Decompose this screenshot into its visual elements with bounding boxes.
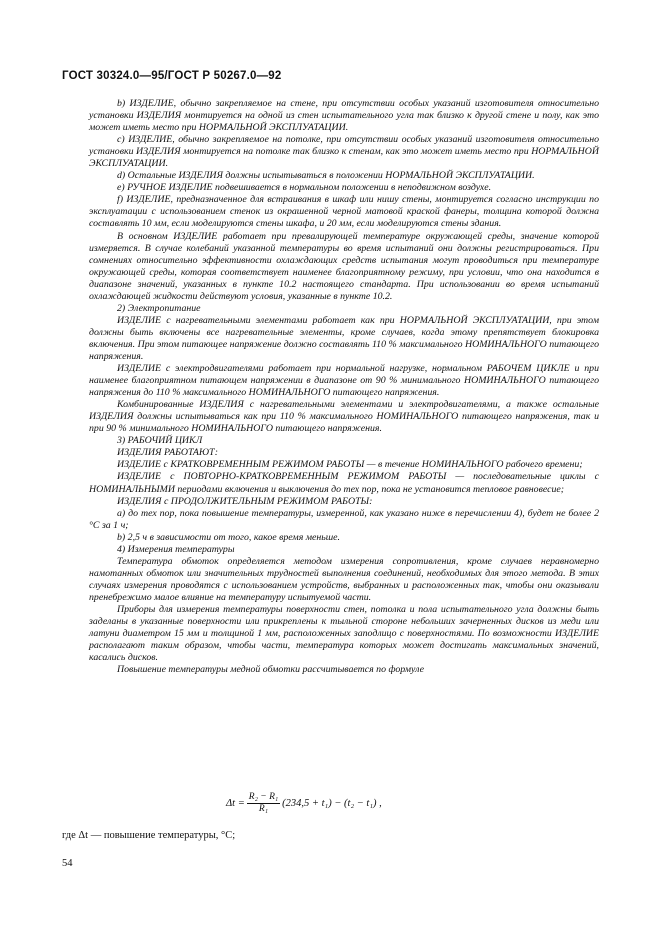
paragraph: c) ИЗДЕЛИЕ, обычно закрепляемое на потолке, при отсутствии особых указаний изготовителя относительно установки ИЗДЕЛИЯ монтируется на потолке так близко к стенам, как это может иметь место при НОРМАЛЬНОЙ ЭКСПЛУАТАЦИИ. — [89, 134, 599, 170]
paragraph: ИЗДЕЛИЕ с КРАТКОВРЕМЕННЫМ РЕЖИМОМ РАБОТЫ — в течение НОМИНАЛЬНОГО рабочего времени; — [117, 459, 583, 471]
paragraph: b) 2,5 ч в зависимости от того, какое время меньше. — [117, 531, 341, 543]
paragraph: a) до тех пор, пока повышение температуры, измеренной, как указано ниже в перечислении 4), будет не более 2 °С за 1 ч; — [89, 507, 599, 531]
paragraph: ИЗДЕЛИЕ с ПОВТОРНО-КРАТКОВРЕМЕННЫМ РЕЖИМОМ РАБОТЫ — последовательные циклы с НОМИНАЛЬНЫМИ периодами включения и выключения до тех пор, пока не установится тепловое равновесие; — [89, 471, 599, 495]
paragraph: 3) РАБОЧИЙ ЦИКЛ — [117, 435, 203, 447]
formula-legend: где Δt — повышение температуры, °С; — [62, 830, 236, 841]
paragraph: ИЗДЕЛИЕ с электродвигателями работает при нормальной нагрузке, нормальном РАБОЧЕМ ЦИКЛЕ и при наименее благоприятном питающем напряжении в диапазоне от 90 % минимального НОМИНАЛЬНОГО питающего напряжения до 110 % максимального НОМИНАЛЬНОГО питающего напряжения. — [89, 363, 599, 399]
formula-numerator: R₂ − R₁ — [248, 792, 279, 802]
paragraph: ИЗДЕЛИЕ с нагревательными элементами работает как при НОРМАЛЬНОЙ ЭКСПЛУАТАЦИИ, при этом должны быть включены все нагревательные элементы, кроме случаев, когда этому препятствует блокировка включения. При этом питающее напряжение должно составлять 110 % максимального НОМИНАЛЬНОГО питающего напряжения. — [89, 314, 599, 362]
page-number: 54 — [62, 858, 73, 869]
formula-fraction — [247, 792, 280, 815]
paragraph: Приборы для измерения температуры поверхности стен, потолка и пола испытательного угла должны быть заделаны в указанные поверхности или прикреплены к тыльной стороне небольших зачерненных дисков из меди или латуни диаметром 15 мм и толщиной 1 мм, расположенных заподлицо с поверхностями. По возможности ИЗДЕЛИЕ располагают таким образом, чтобы части, температура которых может достигать максимальных значений, касались дисков. — [89, 603, 599, 664]
paragraph: ИЗДЕЛИЯ РАБОТАЮТ: — [117, 447, 219, 459]
paragraph: e) РУЧНОЕ ИЗДЕЛИЕ подвешивается в нормальном положении в неподвижном воздухе. — [117, 182, 492, 194]
paragraph: d) Остальные ИЗДЕЛИЯ должны испытываться в положении НОРМАЛЬНОЙ ЭКСПЛУАТАЦИИ. — [117, 170, 535, 182]
paragraph: Температура обмоток определяется методом измерения сопротивления, кроме случаев неравномерно намотанных обмоток или значительных трудностей выполнения соединений, необходимых для этого метода. В этих случаях измерения проводятся с использованием устройств, выбранных и расположенных так, чтобы они оказывали пренебрежимо малое влияние на температуру испытуемой части. — [89, 555, 599, 603]
document-header: ГОСТ 30324.0—95/ГОСТ Р 50267.0—92 — [62, 70, 282, 82]
formula — [226, 792, 382, 815]
paragraph: Комбинированные ИЗДЕЛИЯ с нагревательными элементами и электродвигателями, а также остальные ИЗДЕЛИЯ должны испытываться как при 110 % максимального НОМИНАЛЬНОГО питающего напряжения, так и при 90 % минимального НОМИНАЛЬНОГО питающего напряжения. — [89, 399, 599, 435]
paragraph: f) ИЗДЕЛИЕ, предназначенное для встраивания в шкаф или нишу стены, монтируется согласно инструкции по эксплуатации с использованием стенок из окрашенной черной матовой краской фанеры, толщина которой должна составлять 10 мм, если моделируются стены шкафа, и 20 мм, если моделируются стены здания. — [89, 194, 599, 230]
paragraph: 4) Измерения температуры — [117, 543, 235, 555]
formula-rhs: (234,5 + t₁) − (t₂ − t₁) , — [282, 798, 382, 809]
formula-denominator: R₁ — [258, 804, 269, 814]
paragraph: Повышение температуры медной обмотки рассчитывается по формуле — [117, 664, 424, 676]
paragraph: ИЗДЕЛИЯ с ПРОДОЛЖИТЕЛЬНЫМ РЕЖИМОМ РАБОТЫ: — [117, 495, 373, 507]
document-body — [89, 98, 599, 676]
formula-lhs: Δt = — [226, 798, 245, 809]
paragraph: 2) Электропитание — [117, 302, 201, 314]
paragraph: b) ИЗДЕЛИЕ, обычно закрепляемое на стене, при отсутствии особых указаний изготовителя относительно установки ИЗДЕЛИЯ монтируется на одной из стен испытательного угла так близко к другой стене и полу, как это может иметь место при НОРМАЛЬНОЙ ЭКСПЛУАТАЦИИ. — [89, 98, 599, 134]
paragraph: В основном ИЗДЕЛИЕ работает при превалирующей температуре окружающей среды, значение которой измеряется. В случае колебаний указанной температуры во время испытаний они должны регистрироваться. При сомнениях относительно эффективности охлаждающих средств испытания могут проводиться при температуре окружающей среды, которая соответствует наименее благоприятному режиму, при условии, что она находится в диапазоне значений, указанных в пункте 10.2 настоящего стандарта. При использовании во время испытаний охлаждающей жидкости действуют условия, указанные в пункте 10.2. — [89, 230, 599, 302]
